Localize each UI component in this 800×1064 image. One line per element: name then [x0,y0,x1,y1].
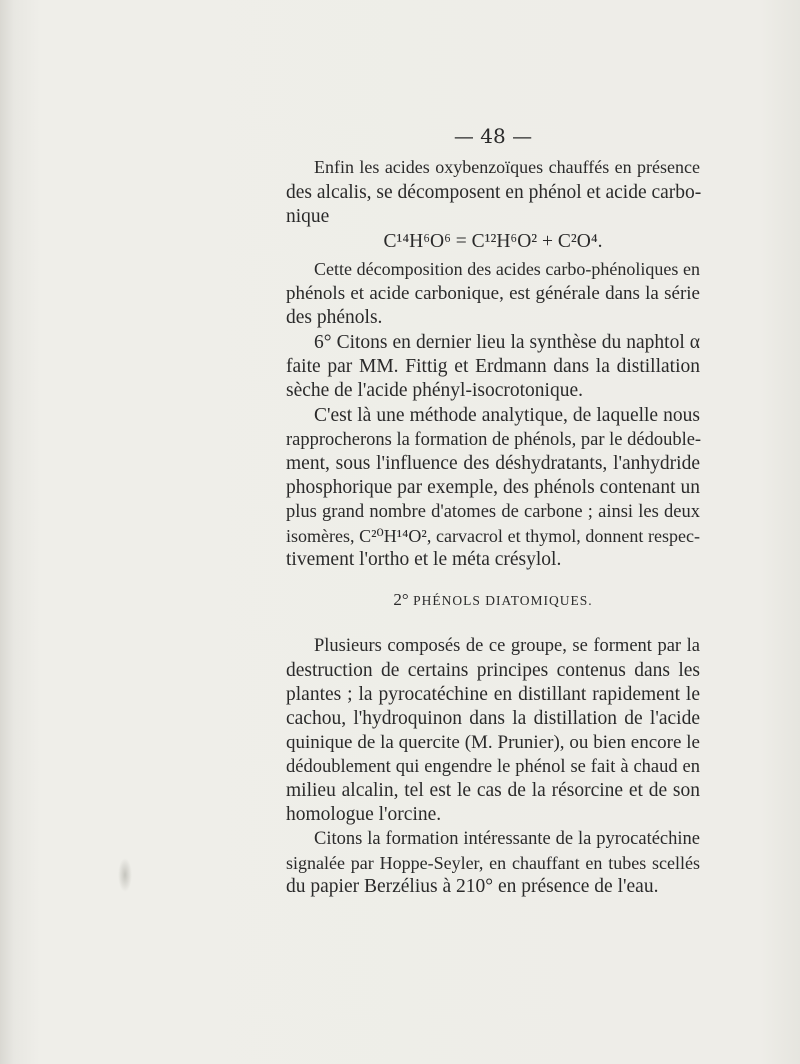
text-line: plus grand nombre d'atomes de carbone ; ainsi les deux [286,502,700,522]
text-line: Cette décomposition des acides carbo-phénoliques en [314,259,700,279]
page-smudge [118,858,132,892]
text-line: nique [286,206,330,227]
text-line: rapprocherons la formation de phénols, par le dédouble- [286,430,702,450]
text-line: du papier Berzélius à 210° en présence de l'eau. [286,876,659,897]
text-line: tivement l'ortho et le méta crésylol. [286,549,562,570]
text-line: quinique de la quercite (M. Prunier), ou bien encore le [286,732,700,753]
text-line: phosphorique par exemple, des phénols contenant un [286,477,700,498]
text-line: sèche de l'acide phényl-isocrotonique. [286,380,583,401]
text-line: destruction de certains principes contenus dans les [286,660,700,681]
text-line: cachou, l'hydroquinon dans la distillation de l'acide [286,708,700,729]
text-line: Citons la formation intéressante de la pyrocatéchine [314,829,700,849]
section-heading-number: 2° [393,590,409,609]
text-line: Plusieurs composés de ce groupe, se forment par la [314,636,700,656]
text-line: milieu alcalin, tel est le cas de la résorcine et de son [286,780,700,801]
text-line: isomères, C²⁰H¹⁴O², carvacrol et thymol, donnent respec- [286,526,700,546]
text-line: homologue l'orcine. [286,804,442,825]
text-line: plantes ; la pyrocatéchine en distillant rapidement le [286,684,700,705]
section-heading-title: PHÉNOLS DIATOMIQUES. [413,593,593,608]
page-number: — 48 — [453,124,533,148]
text-line: faite par MM. Fittig et Erdmann dans la distillation [286,356,700,377]
text-line: phénols et acide carbonique, est générale dans la série [286,283,700,304]
text-line: dédoublement qui engendre le phénol se fait à chaud en [286,757,700,777]
text-line: des phénols. [286,307,383,328]
text-line: signalée par Hoppe-Seyler, en chauffant en tubes scellés [286,853,700,873]
text-line: 6° Citons en dernier lieu la synthèse du naphtol α [314,332,700,353]
text-line: des alcalis, se décomposent en phénol et acide carbo- [286,182,702,203]
text-line: C'est là une méthode analytique, de laquelle nous [314,405,700,426]
text-line: Enfin les acides oxybenzoïques chauffés en présence [314,157,700,177]
text-line: ment, sous l'influence des déshydratants, l'anhydride [286,453,700,474]
chemical-equation: C¹⁴H⁶O⁶ = C¹²H⁶O² + C²O⁴. [383,231,603,252]
section-heading [286,590,700,610]
